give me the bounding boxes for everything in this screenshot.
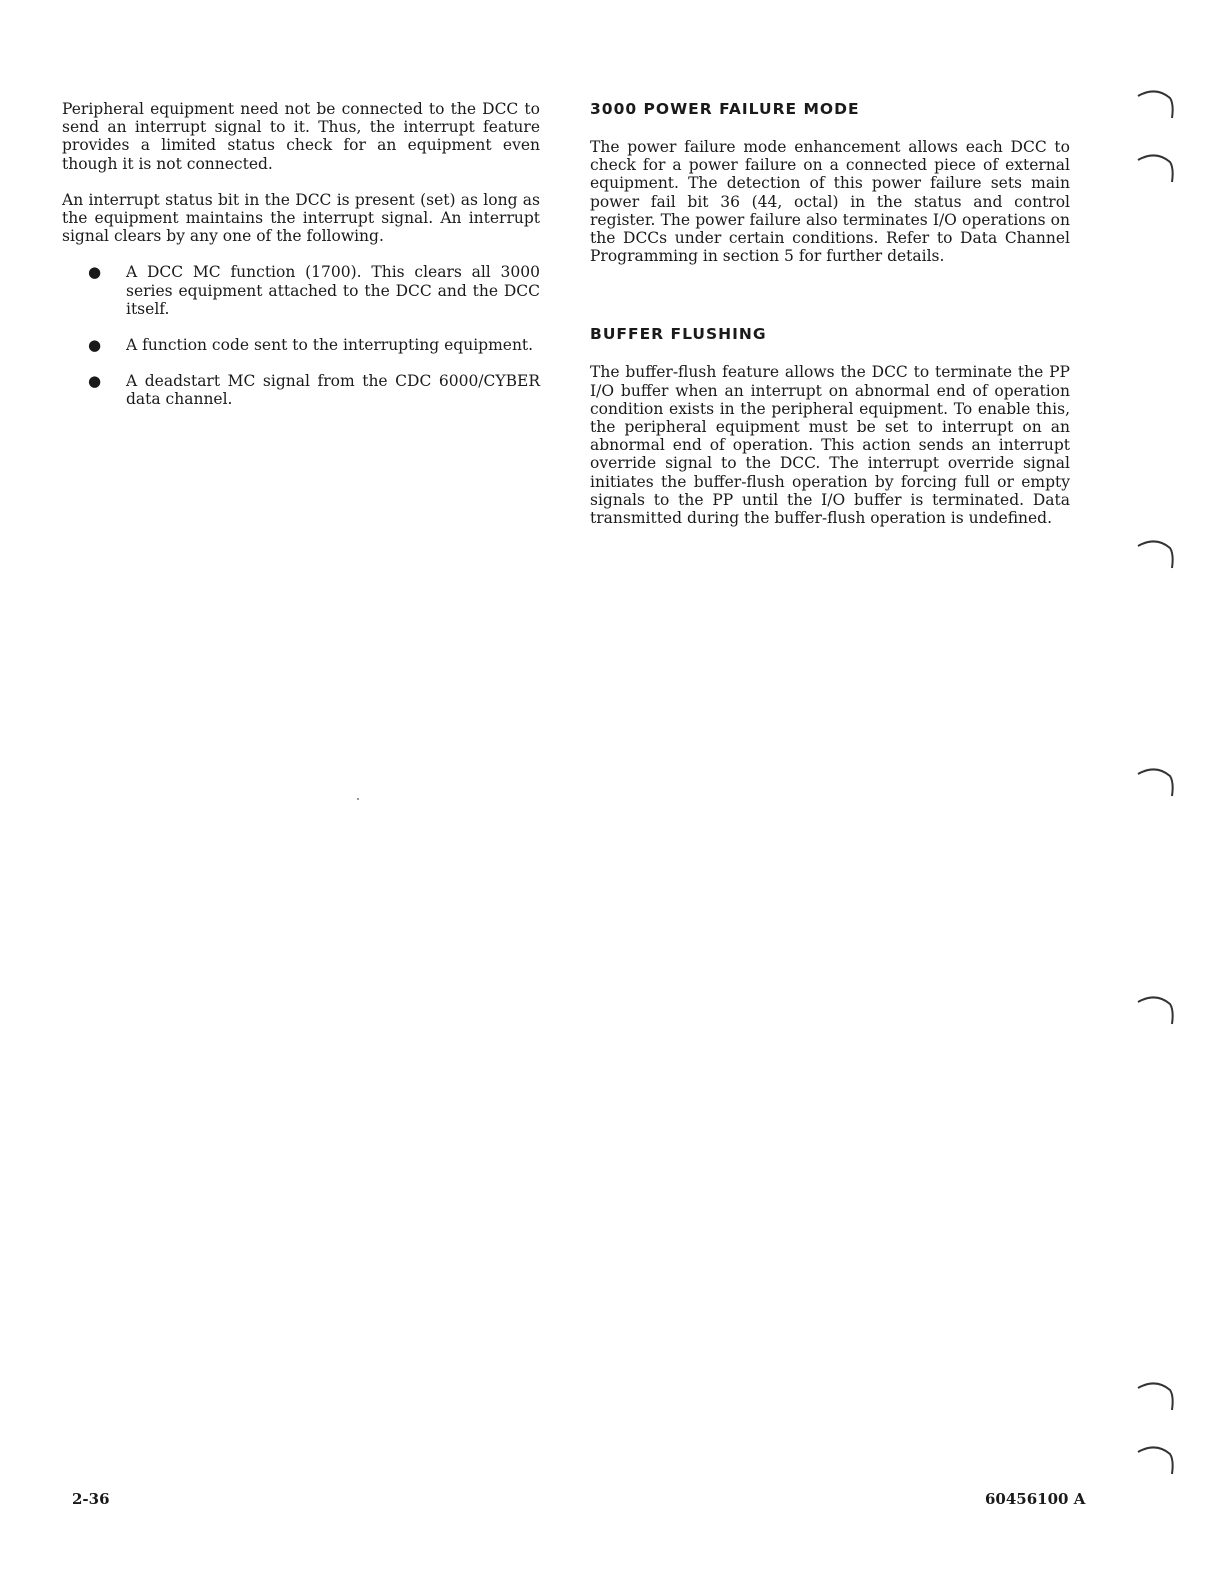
right-column: [590, 100, 1070, 545]
paragraph-interrupt-status: An interrupt status bit in the DCC is present (set) as long as the equipment maintains the interrupt signal. An interrupt signal clears by any one of the following.: [62, 190, 540, 246]
list-item-text: A function code sent to the interrupting equipment.: [126, 336, 534, 355]
list-item: [62, 263, 540, 318]
paragraph-interrupt-feature: Peripheral equipment need not be connected to the DCC to send an interrupt signal to it. Thus, the interrupt feature provides a limited status check for an equipment even though it is not connected.: [62, 100, 540, 173]
bullet-icon: ●: [88, 372, 102, 391]
list-item: [62, 336, 540, 354]
binder-hole-icon: [1136, 150, 1176, 190]
bullet-icon: ●: [88, 336, 102, 355]
binder-hole-icon: [1136, 1442, 1176, 1482]
paragraph-buffer-flushing: The buffer-flush feature allows the DCC to terminate the PP I/O buffer when an interrupt on abnormal end of operation condition exists in the peripheral equipment. To enable this, the peripheral equipment must be set to interrupt on an abnormal end of operation. This action sends an interrupt override signal to the DCC. The interrupt override signal initiates the buffer-flush operation by forcing full or empty signals to the PP until the I/O buffer is terminated. Data transmitted during the buffer-flush operation is undefined.: [590, 363, 1070, 528]
binder-hole-icon: [1136, 764, 1176, 804]
scan-speck: [357, 798, 359, 800]
paragraph-power-failure: The power failure mode enhancement allows each DCC to check for a power failure on a connected piece of external equipment. The detection of this power failure sets main power fail bit 36 (44, octal) in the status and control register. The power failure also terminates I/O operations on the DCCs under certain conditions. Refer to Data Channel Programming in section 5 for further details.: [590, 138, 1070, 266]
bullet-icon: ●: [88, 263, 102, 282]
binder-hole-icon: [1136, 86, 1176, 126]
list-item-text: A deadstart MC signal from the CDC 6000/CYBER data channel.: [126, 372, 540, 409]
page-number: 2-36: [72, 1490, 110, 1508]
interrupt-clear-list: [62, 263, 540, 408]
section-heading-buffer-flushing: BUFFER FLUSHING: [590, 325, 767, 344]
left-column: [62, 100, 540, 427]
binder-hole-icon: [1136, 1378, 1176, 1418]
list-item: [62, 372, 540, 408]
document-number: 60456100 A: [985, 1490, 1086, 1508]
section-heading-power-failure: 3000 POWER FAILURE MODE: [590, 100, 860, 118]
binder-hole-icon: [1136, 992, 1176, 1032]
list-item-text: A DCC MC function (1700). This clears all 3000 series equipment attached to the DCC and the DCC itself.: [126, 263, 540, 318]
binder-hole-icon: [1136, 536, 1176, 576]
